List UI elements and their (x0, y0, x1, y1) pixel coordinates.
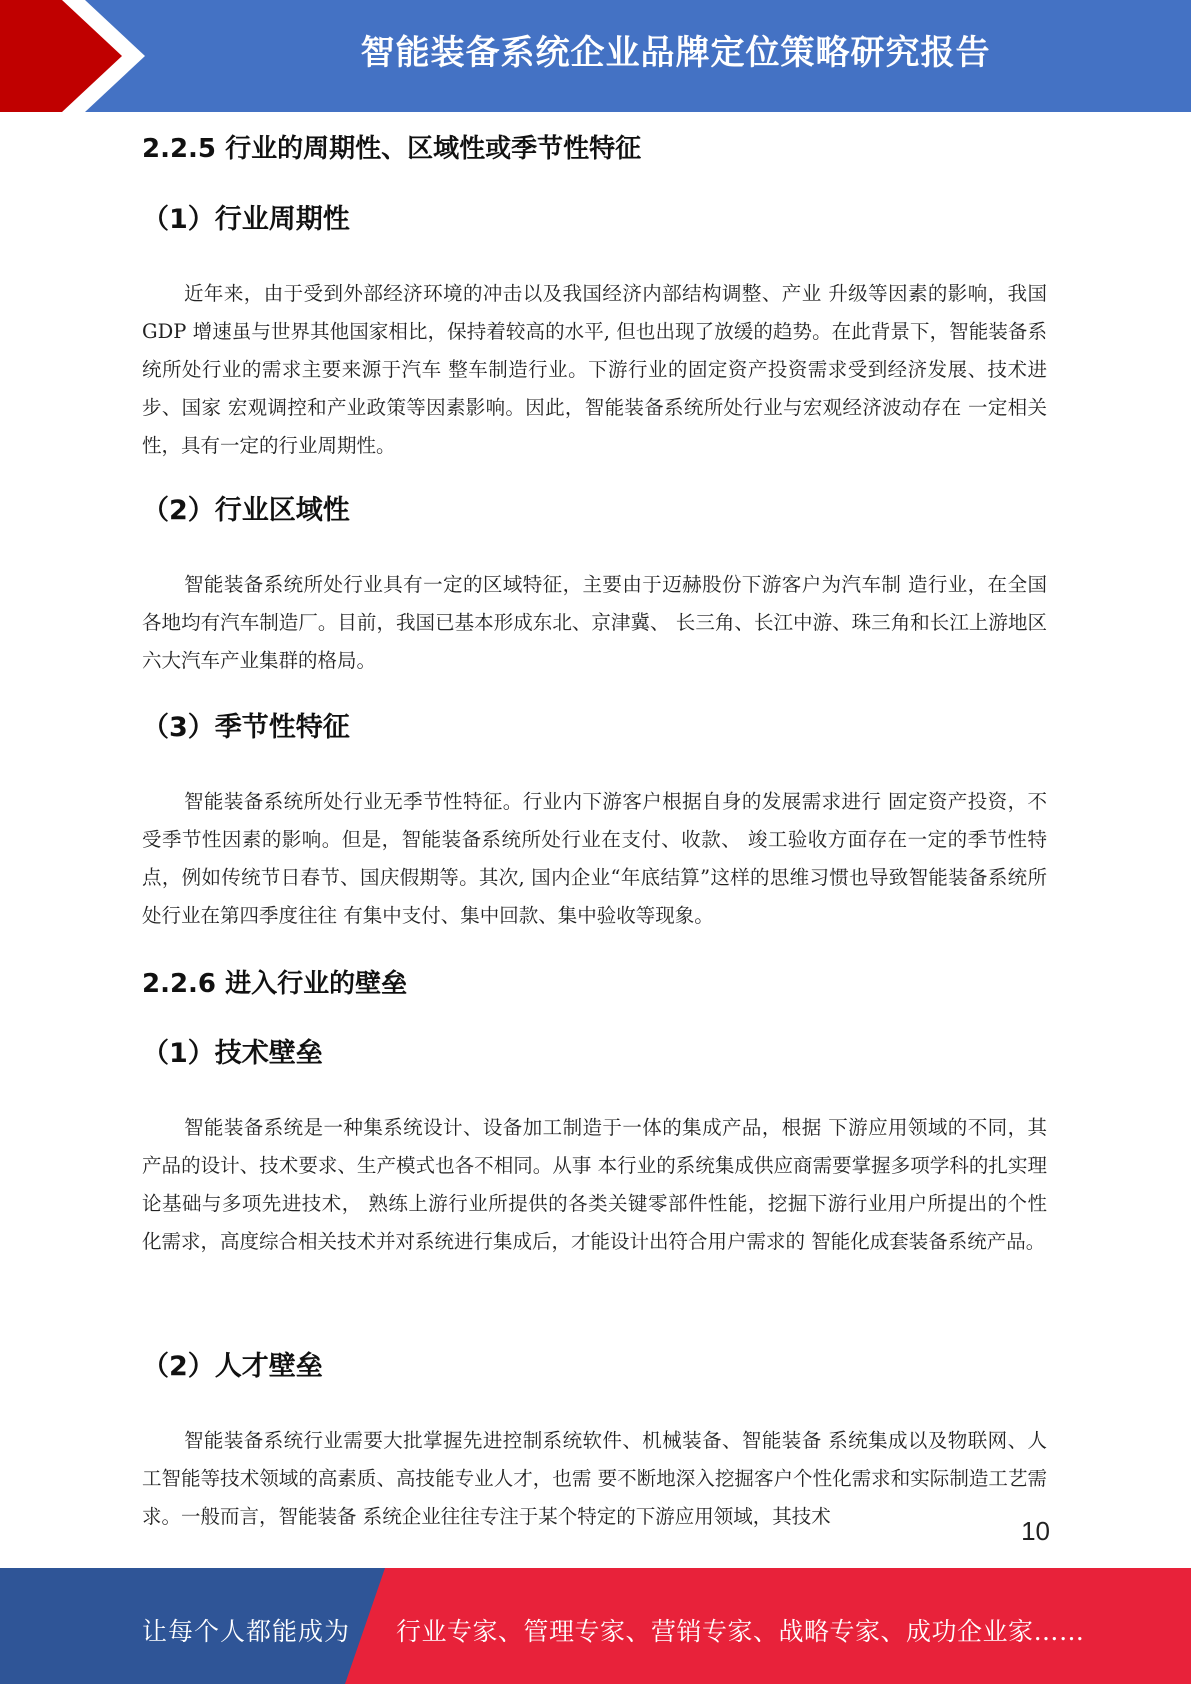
subsection-heading-tech-barrier: （1）技术壁垒 (142, 1038, 323, 1069)
subsection-heading-seasonality: （3）季节性特征 (142, 712, 350, 743)
paragraph-regionality: 智能装备系统所处行业具有一定的区域特征，主要由于迈赫股份下游客户为汽车制 造行业，在全国各地均有汽车制造厂。目前，我国已基本形成东北、京津冀、 长三角、长江中游、珠三角和长江上游地区六大汽车产业集群的格局。 (142, 573, 1047, 672)
paragraph-cyclicality: 近年来，由于受到外部经济环境的冲击以及我国经济内部结构调整、产业 升级等因素的影响，我国 GDP 增速虽与世界其他国家相比，保持着较高的水平, 但也出现了放缓的趋势。在此背景下，智能装备系统所处行业的需求主要来源于汽车 整车制造行业。下游行业的固定资产投资需求受到经济发展、技术进步、国家 宏观调控和产业政策等因素影响。因此，智能装备系统所处行业与宏观经济波动存在 一定相关性，具有一定的行业周期性。 (142, 282, 1047, 457)
paragraph-seasonality: 智能装备系统所处行业无季节性特征。行业内下游客户根据自身的发展需求进行 固定资产投资，不受季节性因素的影响。但是，智能装备系统所处行业在支付、收款、 竣工验收方面存在一定的季节性特点，例如传统节日春节、国庆假期等。其次, 国内企业“年底结算”这样的思维习惯也导致智能装备系统所处行业在第四季度往往 有集中支付、集中回款、集中验收等现象。 (142, 790, 1047, 927)
footer-slogan-left: 让每个人都能成为 (142, 1617, 351, 1646)
section-heading-2-2-5: 2.2.5 行业的周期性、区域性或季节性特征 (142, 134, 642, 164)
page-header (0, 0, 1191, 112)
subsection-heading-cyclicality: （1）行业周期性 (142, 204, 350, 235)
subsection-heading-talent-barrier: （2）人才壁垒 (142, 1351, 323, 1382)
subsection-heading-regionality: （2）行业区域性 (142, 495, 350, 526)
section-heading-2-2-6: 2.2.6 进入行业的壁垒 (142, 969, 408, 999)
footer-slogan-right: 行业专家、管理专家、营销专家、战略专家、成功企业家…… (396, 1617, 1085, 1646)
page-number: 10 (1021, 1516, 1050, 1546)
report-title: 智能装备系统企业品牌定位策略研究报告 (360, 33, 991, 73)
page-footer (0, 1568, 1191, 1684)
paragraph-tech-barrier: 智能装备系统是一种集系统设计、设备加工制造于一体的集成产品，根据 下游应用领域的不同，其产品的设计、技术要求、生产模式也各不相同。从事 本行业的系统集成供应商需要掌握多项学科的扎实理论基础与多项先进技术， 熟练上游行业所提供的各类关键零部件性能，挖掘下游行业用户所提出的个性 化需求，高度综合相关技术并对系统进行集成后，才能设计出符合用户需求的 智能化成套装备系统产品。 (142, 1116, 1047, 1253)
paragraph-talent-barrier: 智能装备系统行业需要大批掌握先进控制系统软件、机械装备、智能装备 系统集成以及物联网、人工智能等技术领域的高素质、高技能专业人才，也需 要不断地深入挖掘客户个性化需求和实际制造工艺需求。一般而言，智能装备 系统企业往往专注于某个特定的下游应用领域，其技术 (142, 1429, 1047, 1528)
